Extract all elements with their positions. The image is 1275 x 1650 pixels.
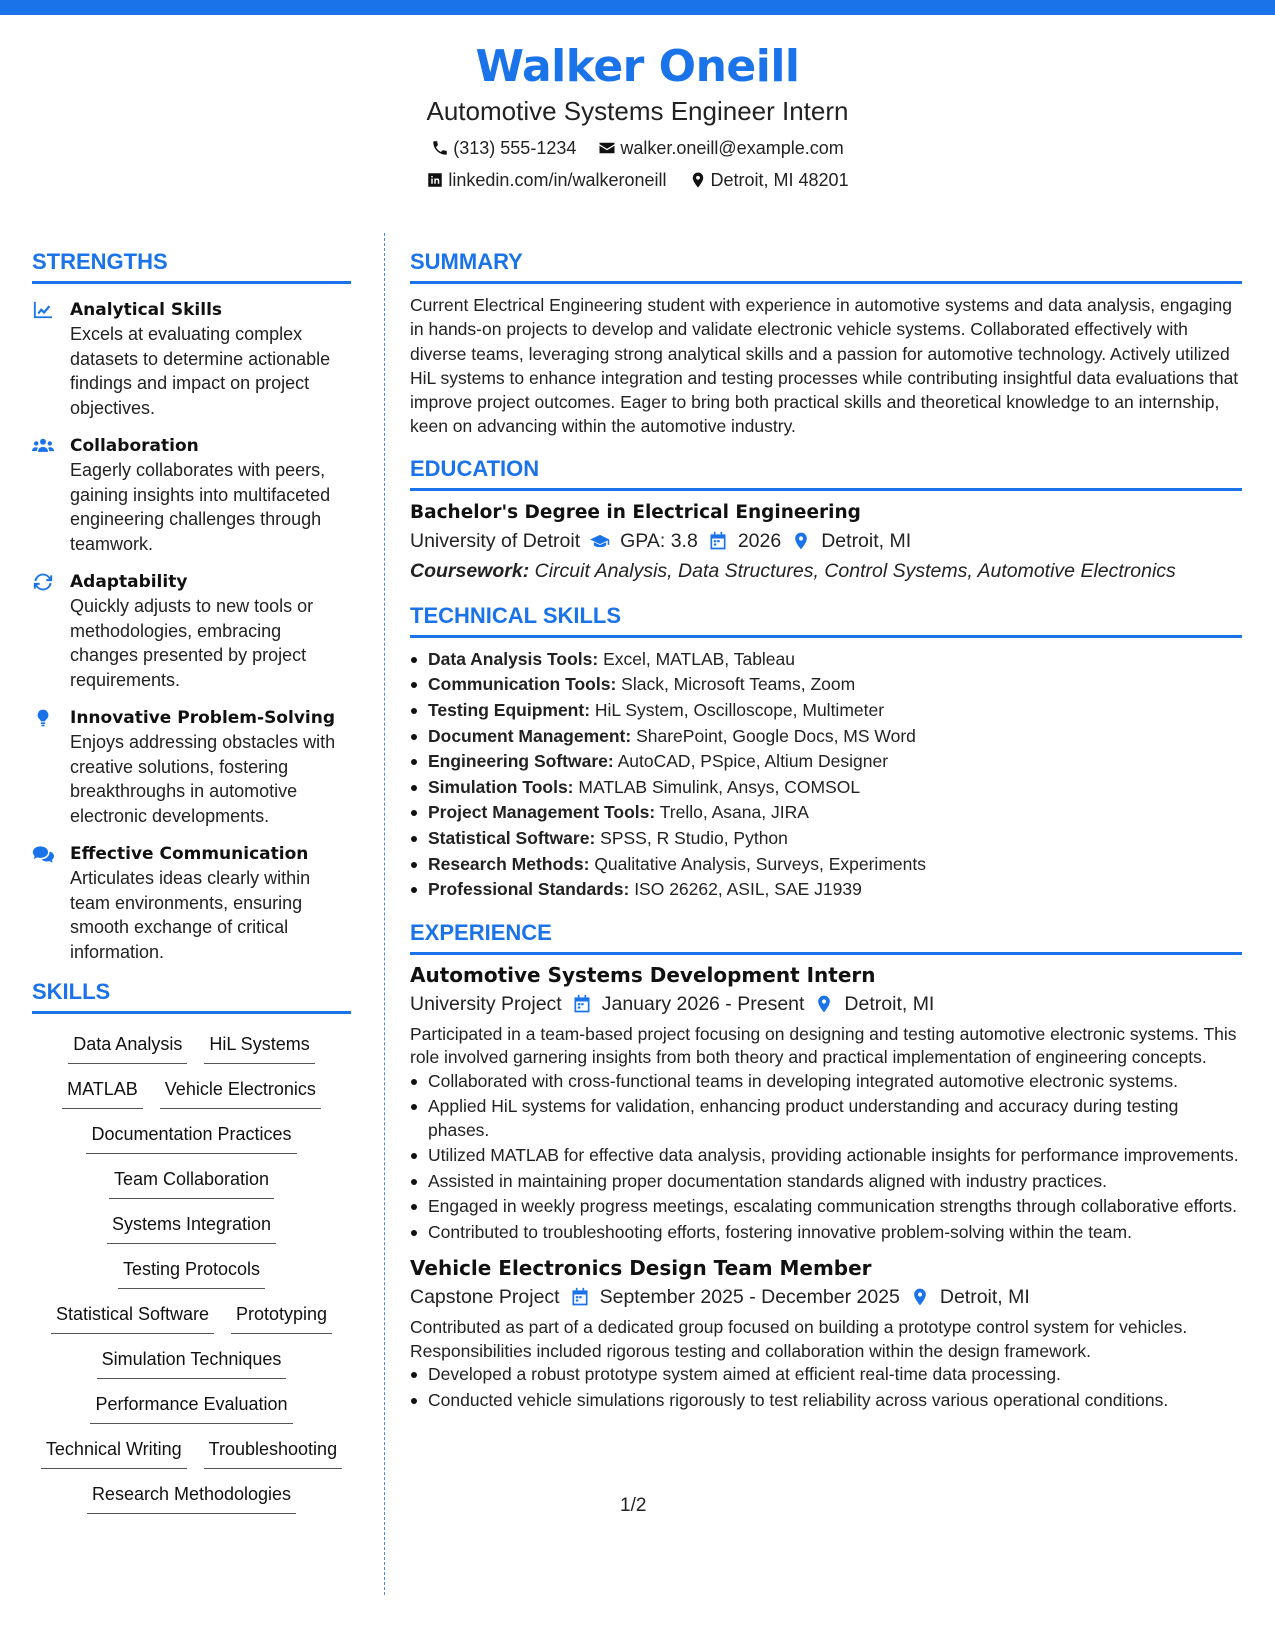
skill-tag: Performance Evaluation <box>90 1392 292 1424</box>
job-bullets <box>410 1070 1242 1245</box>
envelope-icon <box>598 139 616 157</box>
email-text: walker.oneill@example.com <box>620 138 844 158</box>
left-column <box>32 248 351 1527</box>
job-location: Detroit, MI <box>844 992 935 1015</box>
tech-skill-item <box>410 877 1242 903</box>
strength-desc: Quickly adjusts to new tools or methodologies, embracing changes presented by project requirements. <box>70 596 314 690</box>
experience-heading: EXPERIENCE <box>410 919 1242 955</box>
lightbulb-icon <box>32 708 54 728</box>
tech-skill-item <box>410 672 1242 698</box>
job-bullet: Collaborated with cross-functional teams in developing integrated automotive electronic systems. <box>410 1070 1242 1094</box>
job-description: Contributed as part of a dedicated group focused on building a prototype control system for vehicles. Responsibilities included rigorous testing and collaboration within the design framework. <box>410 1317 1188 1361</box>
location-contact <box>689 168 849 192</box>
strength-desc: Eagerly collaborates with peers, gaining insights into multifaceted engineering challenges through teamwork. <box>70 460 331 554</box>
strength-item <box>32 842 351 964</box>
skill-tag: Documentation Practices <box>86 1122 296 1154</box>
linkedin-icon <box>426 171 444 189</box>
job-bullets <box>410 1363 1242 1412</box>
calendar-icon <box>708 531 728 551</box>
strength-title: Collaboration <box>70 436 199 456</box>
tech-skill-value: Trello, Asana, JIRA <box>659 802 809 823</box>
skill-tag: Data Analysis <box>68 1032 187 1064</box>
job-description: Participated in a team-based project focusing on designing and testing automotive electronic systems. This role involved garnering insights from both theory and practical implementation of engineering concepts. <box>410 1023 1237 1068</box>
strength-item <box>32 298 351 420</box>
skill-tag: Team Collaboration <box>109 1167 274 1199</box>
sync-icon <box>32 572 54 592</box>
job-title: Automotive Systems Development Intern <box>410 962 876 987</box>
contact-row-2 <box>0 168 1275 192</box>
map-pin-icon <box>689 171 707 189</box>
skill-row <box>87 1482 296 1527</box>
strength-desc: Enjoys addressing obstacles with creative solutions, fostering breakthroughs in automotive electronic developments. <box>70 732 336 826</box>
education-meta <box>410 526 1242 556</box>
chart-line-icon <box>32 300 54 320</box>
summary-heading: SUMMARY <box>410 248 1242 284</box>
school-name: University of Detroit <box>410 529 581 552</box>
right-column <box>410 248 1242 1414</box>
top-accent-bar <box>0 0 1275 15</box>
tech-skill-label: Simulation Tools: <box>428 776 574 797</box>
tech-skill-label: Data Analysis Tools: <box>428 648 599 669</box>
job-title: Vehicle Electronics Design Team Member <box>410 1256 872 1281</box>
tech-skill-label: Research Methods: <box>428 853 590 874</box>
education-heading: EDUCATION <box>410 455 1242 491</box>
tech-skill-label: Communication Tools: <box>428 674 617 695</box>
job-meta <box>410 989 1242 1019</box>
strength-title: Effective Communication <box>70 844 309 864</box>
job-dates: January 2026 - Present <box>601 992 805 1015</box>
page-number: 1/2 <box>620 1495 647 1516</box>
job-bullet: Utilized MATLAB for effective data analysis, providing actionable insights for performance improvements. <box>410 1144 1242 1168</box>
degree-title: Bachelor's Degree in Electrical Engineering <box>410 501 861 523</box>
map-pin-icon <box>910 1287 930 1307</box>
technical-skills-list <box>410 647 1242 903</box>
linkedin-text: linkedin.com/in/walkeroneill <box>448 170 667 190</box>
job-location: Detroit, MI <box>939 1286 1030 1309</box>
skills-list <box>32 1032 351 1527</box>
tech-skill-value: Slack, Microsoft Teams, Zoom <box>621 674 856 695</box>
tech-skill-value: Excel, MATLAB, Tableau <box>603 648 796 669</box>
gpa-text: GPA: 3.8 <box>620 529 698 552</box>
skill-tag: Testing Protocols <box>118 1257 265 1289</box>
phone-contact[interactable] <box>431 136 576 160</box>
contact-row-1 <box>0 136 1275 160</box>
resume-header <box>0 40 1275 192</box>
skill-row <box>51 1302 332 1347</box>
calendar-icon <box>572 994 592 1014</box>
candidate-title: Automotive Systems Engineer Intern <box>426 96 849 126</box>
comments-icon <box>32 844 54 864</box>
skill-row <box>118 1257 265 1302</box>
phone-text: (313) 555-1234 <box>453 138 577 158</box>
candidate-name: Walker Oneill <box>475 41 800 92</box>
tech-skill-value: ISO 26262, ASIL, SAE J1939 <box>634 879 862 900</box>
map-pin-icon <box>814 994 834 1014</box>
technical-skills-heading: TECHNICAL SKILLS <box>410 602 1242 638</box>
coursework-line <box>410 556 1242 586</box>
strength-desc: Articulates ideas clearly within team environments, ensuring smooth exchange of critical information. <box>70 868 311 962</box>
skill-row <box>68 1032 314 1077</box>
skill-row <box>41 1437 342 1482</box>
tech-skill-label: Project Management Tools: <box>428 802 656 823</box>
tech-skill-value: MATLAB Simulink, Ansys, COMSOL <box>578 776 861 797</box>
tech-skill-item <box>410 826 1242 852</box>
map-pin-icon <box>791 531 811 551</box>
job-bullet: Developed a robust prototype system aimed at efficient real-time data processing. <box>410 1363 1242 1387</box>
tech-skill-label: Testing Equipment: <box>428 699 591 720</box>
job-bullet: Contributed to troubleshooting efforts, fostering innovative problem-solving within the team. <box>410 1221 1242 1245</box>
tech-skill-item <box>410 698 1242 724</box>
job-dates: September 2025 - December 2025 <box>599 1286 900 1309</box>
summary-text: Current Electrical Engineering student with experience in automotive systems and data analysis, engaging in hands-on projects to develop and validate electronic vehicle systems. Collaborated effectively with diverse teams, leveraging strong analytical skills and a passion for automotive technology. Actively utilized HiL systems to enhance integration and testing processes while contributing insightful data evaluations that improve project outcomes. Eager to bring both practical skills and theoretical knowledge to an internship, keen on advancing within the automotive industry. <box>410 295 1239 437</box>
skill-row <box>62 1077 321 1122</box>
strength-title: Adaptability <box>70 572 188 592</box>
tech-skill-item <box>410 775 1242 801</box>
tech-skill-label: Engineering Software: <box>428 751 614 772</box>
coursework-label: Coursework: <box>410 559 530 582</box>
school-location: Detroit, MI <box>821 529 912 552</box>
coursework-text: Circuit Analysis, Data Structures, Control Systems, Automotive Electronics <box>534 559 1176 582</box>
email-contact[interactable] <box>598 136 843 160</box>
graduation-year: 2026 <box>737 529 782 552</box>
tech-skill-label: Statistical Software: <box>428 827 596 848</box>
location-text: Detroit, MI 48201 <box>710 170 849 190</box>
tech-skill-value: AutoCAD, PSpice, Altium Designer <box>617 751 889 772</box>
phone-icon <box>431 139 449 157</box>
tech-skill-item <box>410 647 1242 673</box>
skill-row <box>86 1122 296 1167</box>
tech-skill-item <box>410 724 1242 750</box>
linkedin-contact[interactable] <box>426 168 666 192</box>
tech-skill-label: Document Management: <box>428 725 632 746</box>
strength-item <box>32 434 351 556</box>
job-org: University Project <box>410 992 562 1015</box>
skill-row <box>97 1347 287 1392</box>
strengths-list <box>32 298 351 964</box>
strength-desc: Excels at evaluating complex datasets to determine actionable findings and impact on project objectives. <box>70 324 331 418</box>
job-entry <box>410 961 1242 1245</box>
strengths-heading: STRENGTHS <box>32 248 351 284</box>
skill-tag: Vehicle Electronics <box>160 1077 321 1109</box>
job-meta <box>410 1282 1242 1312</box>
tech-skill-item <box>410 852 1242 878</box>
skill-tag: Systems Integration <box>107 1212 276 1244</box>
column-divider <box>384 233 385 1595</box>
skill-tag: Statistical Software <box>51 1302 214 1334</box>
tech-skill-item <box>410 749 1242 775</box>
job-entry <box>410 1254 1242 1412</box>
tech-skill-label: Professional Standards: <box>428 879 630 900</box>
tech-skill-value: HiL System, Oscilloscope, Multimeter <box>594 699 885 720</box>
skill-row <box>107 1212 276 1257</box>
graduation-cap-icon <box>590 531 610 551</box>
skill-tag: Prototyping <box>231 1302 332 1334</box>
job-bullet: Conducted vehicle simulations rigorously to test reliability across various operational conditions. <box>410 1389 1242 1413</box>
tech-skill-item <box>410 800 1242 826</box>
skill-tag: Technical Writing <box>41 1437 187 1469</box>
skill-row <box>109 1167 274 1212</box>
calendar-icon <box>570 1287 590 1307</box>
skill-tag: Simulation Techniques <box>97 1347 287 1379</box>
skill-tag: Troubleshooting <box>204 1437 342 1469</box>
tech-skill-value: Qualitative Analysis, Surveys, Experiments <box>594 853 926 874</box>
skill-tag: HiL Systems <box>204 1032 314 1064</box>
strength-item <box>32 706 351 828</box>
job-org: Capstone Project <box>410 1286 560 1309</box>
skill-tag: Research Methodologies <box>87 1482 296 1514</box>
strength-title: Innovative Problem-Solving <box>70 708 335 728</box>
skill-tag: MATLAB <box>62 1077 143 1109</box>
strength-title: Analytical Skills <box>70 300 223 320</box>
tech-skill-value: SharePoint, Google Docs, MS Word <box>636 725 916 746</box>
job-bullet: Assisted in maintaining proper documentation standards aligned with industry practices. <box>410 1170 1242 1194</box>
skill-row <box>90 1392 292 1437</box>
job-bullet: Engaged in weekly progress meetings, escalating communication strengths through collaborative efforts. <box>410 1195 1242 1219</box>
skills-heading: SKILLS <box>32 978 351 1014</box>
strength-item <box>32 570 351 692</box>
users-icon <box>32 436 54 456</box>
job-bullet: Applied HiL systems for validation, enhancing product understanding and accuracy during testing phases. <box>410 1095 1242 1142</box>
tech-skill-value: SPSS, R Studio, Python <box>600 827 788 848</box>
